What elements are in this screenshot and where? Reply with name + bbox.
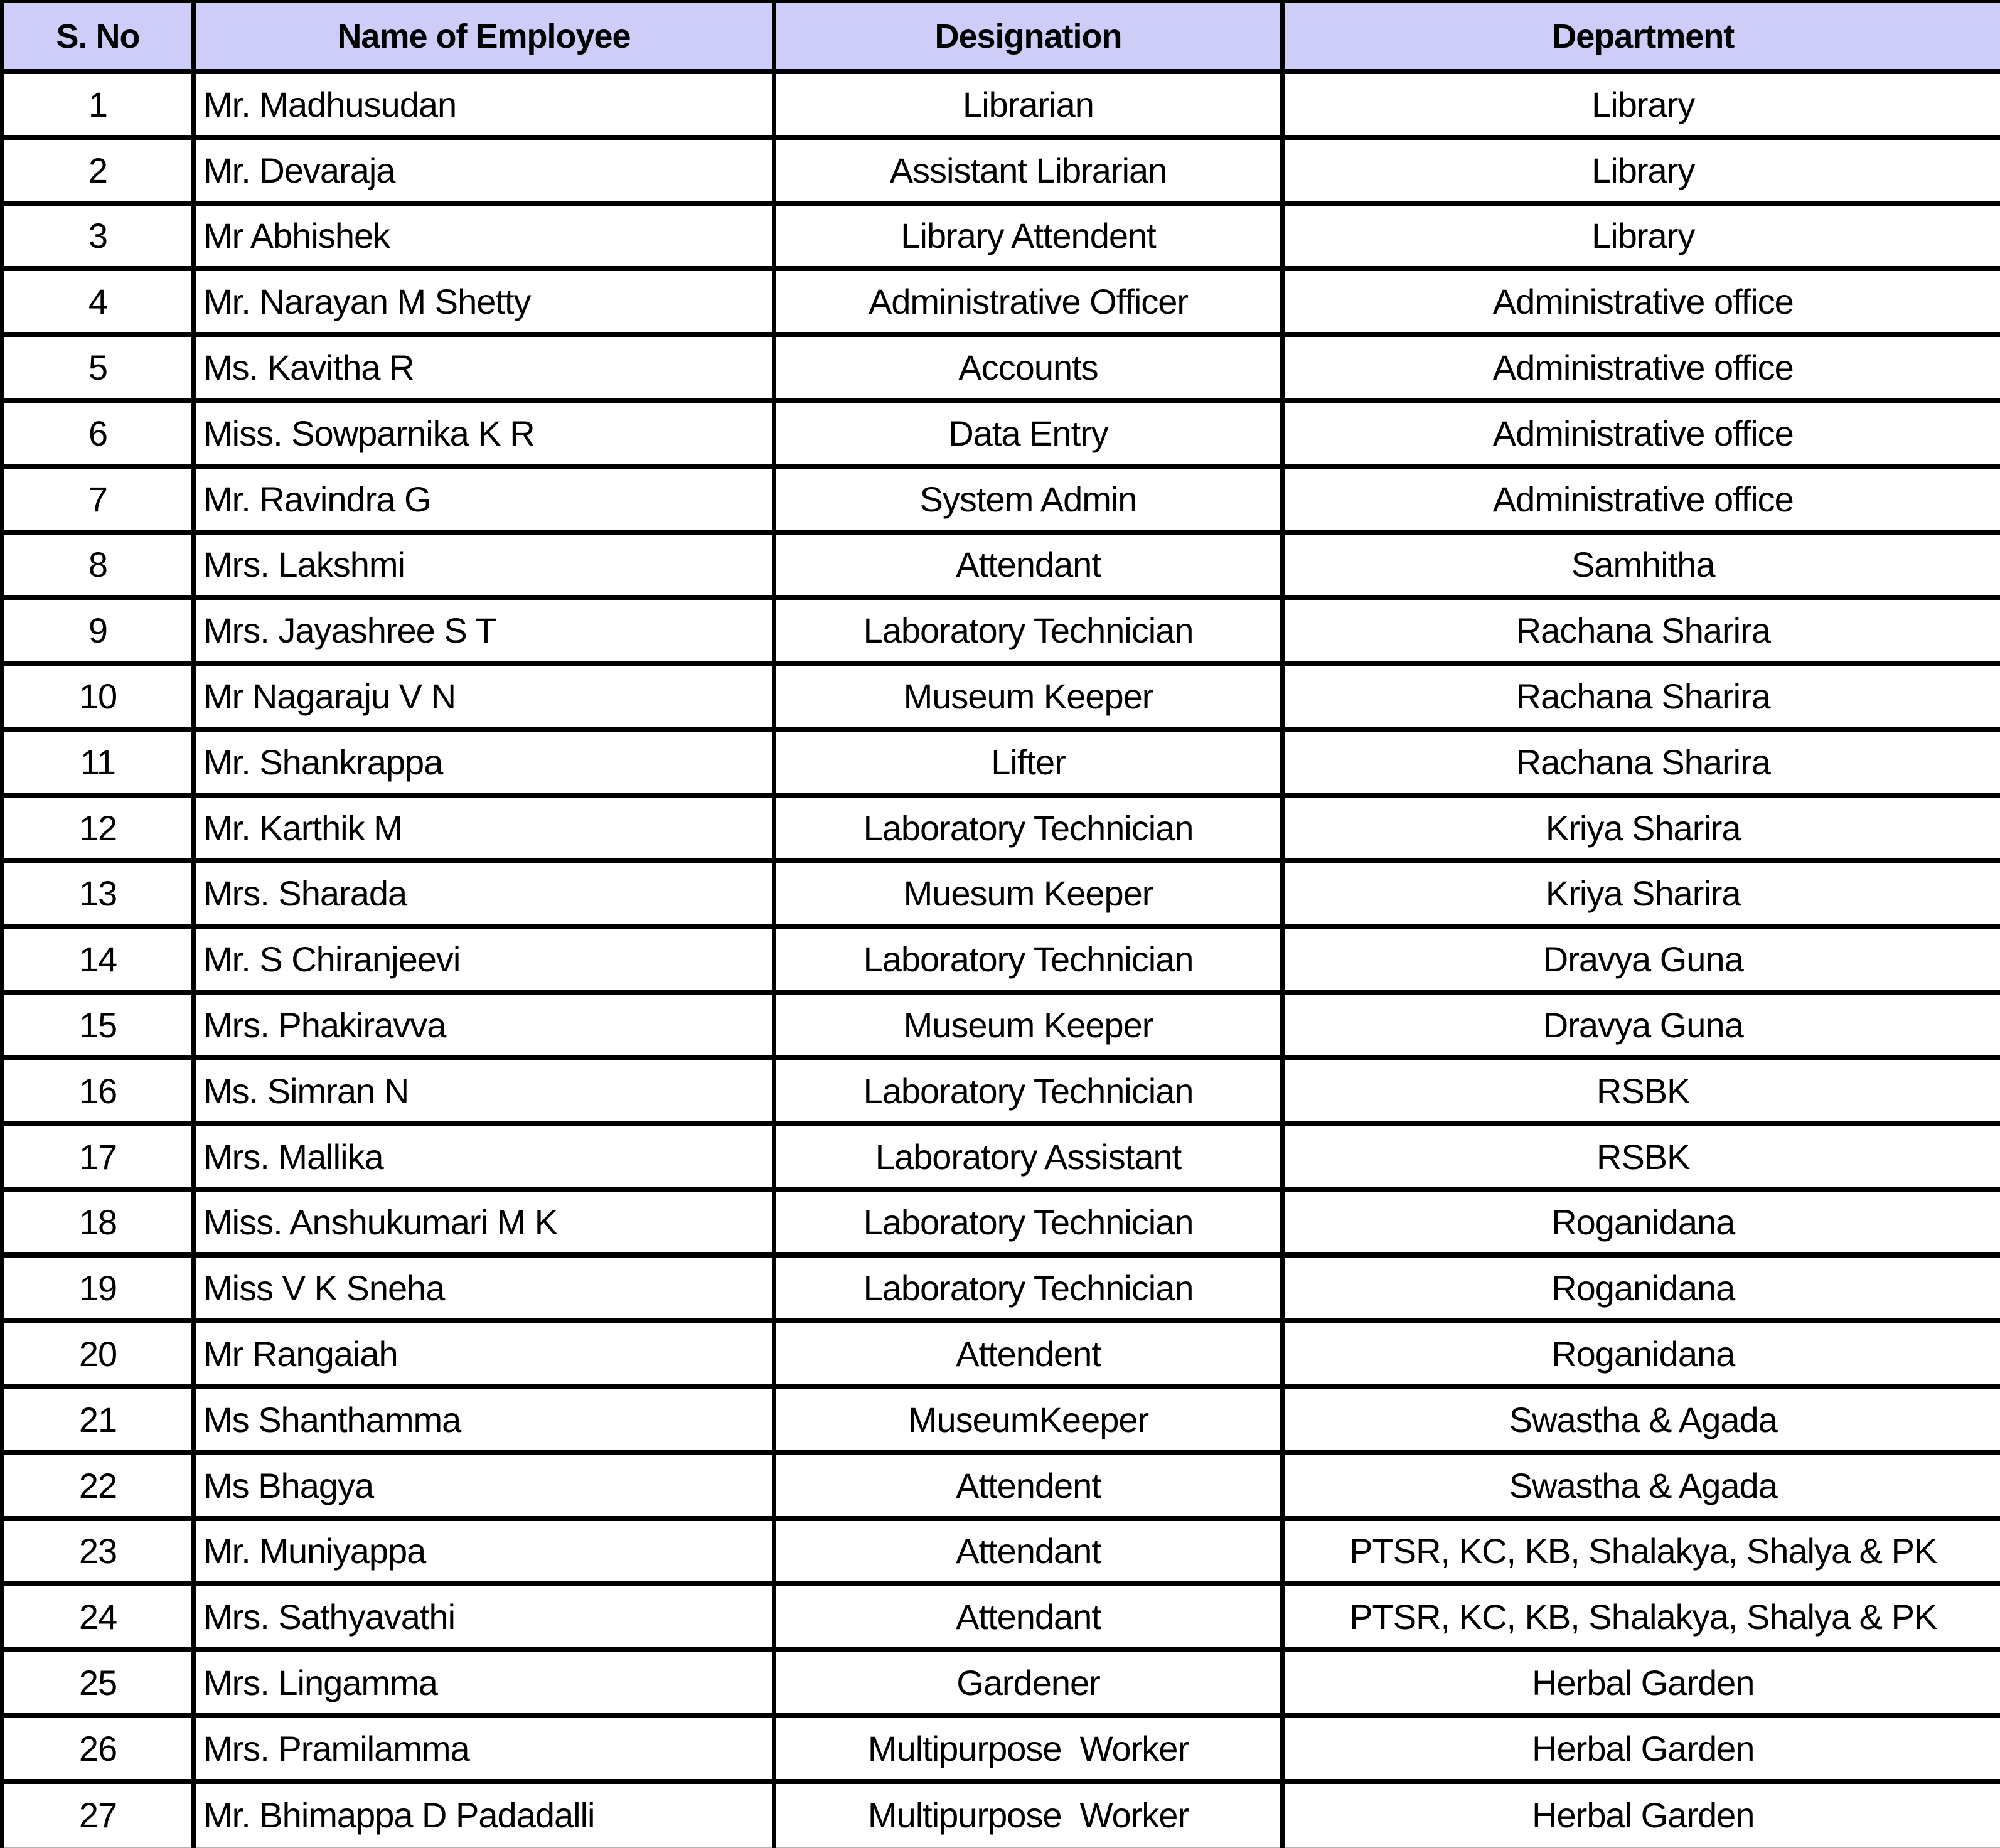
cell-designation: Museum Keeper (774, 992, 1283, 1058)
cell-designation: Multipurpose Worker (774, 1781, 1283, 1847)
cell-department: Herbal Garden (1283, 1650, 2000, 1716)
cell-name: Mr. Bhimappa D Padadalli (194, 1781, 774, 1847)
cell-designation: Library Attendent (774, 203, 1283, 269)
cell-name: Mr. Devaraja (194, 137, 774, 203)
table-row (3, 1584, 2000, 1650)
cell-sno: 13 (3, 861, 194, 927)
table-row (3, 926, 2000, 992)
cell-department: Library (1283, 72, 2000, 137)
cell-designation: Librarian (774, 72, 1283, 137)
cell-name: Miss. Anshukumari M K (194, 1190, 774, 1256)
cell-designation: Laboratory Technician (774, 795, 1283, 861)
cell-name: Ms Bhagya (194, 1453, 774, 1519)
cell-sno: 4 (3, 269, 194, 334)
cell-designation: Attendent (774, 1453, 1283, 1519)
header-name: Name of Employee (194, 2, 774, 72)
cell-sno: 2 (3, 137, 194, 203)
cell-designation: Administrative Officer (774, 269, 1283, 334)
cell-designation: Accounts (774, 334, 1283, 400)
cell-department: Library (1283, 203, 2000, 269)
table-row (3, 1453, 2000, 1519)
cell-name: Mrs. Pramilamma (194, 1716, 774, 1781)
cell-sno: 15 (3, 992, 194, 1058)
cell-designation: System Admin (774, 466, 1283, 532)
cell-designation: Assistant Librarian (774, 137, 1283, 203)
cell-name: Mr. Shankrappa (194, 729, 774, 795)
table-row (3, 861, 2000, 927)
table-row (3, 1387, 2000, 1453)
table-row (3, 1124, 2000, 1190)
table-row (3, 1650, 2000, 1716)
cell-name: Miss. Sowparnika K R (194, 400, 774, 466)
cell-name: Mrs. Phakiravva (194, 992, 774, 1058)
cell-name: Ms. Simran N (194, 1058, 774, 1124)
cell-department: PTSR, KC, KB, Shalakya, Shalya & PK (1283, 1519, 2000, 1584)
cell-sno: 22 (3, 1453, 194, 1519)
header-designation: Designation (774, 2, 1283, 72)
table-row (3, 729, 2000, 795)
cell-name: Mr. Ravindra G (194, 466, 774, 532)
table-body (3, 72, 2000, 1847)
table-row (3, 1190, 2000, 1256)
cell-sno: 24 (3, 1584, 194, 1650)
cell-name: Mrs. Sharada (194, 861, 774, 927)
cell-sno: 1 (3, 72, 194, 137)
cell-department: PTSR, KC, KB, Shalakya, Shalya & PK (1283, 1584, 2000, 1650)
table-row (3, 532, 2000, 598)
table-row (3, 1058, 2000, 1124)
cell-department: Samhitha (1283, 532, 2000, 598)
table-row (3, 137, 2000, 203)
cell-department: Roganidana (1283, 1190, 2000, 1256)
cell-department: Rachana Sharira (1283, 663, 2000, 729)
cell-department: Administrative office (1283, 269, 2000, 334)
cell-department: Administrative office (1283, 466, 2000, 532)
cell-department: Library (1283, 137, 2000, 203)
table-row (3, 992, 2000, 1058)
cell-department: Administrative office (1283, 334, 2000, 400)
cell-name: Mrs. Lakshmi (194, 532, 774, 598)
cell-name: Mr. S Chiranjeevi (194, 926, 774, 992)
cell-department: Herbal Garden (1283, 1716, 2000, 1781)
cell-sno: 25 (3, 1650, 194, 1716)
cell-sno: 14 (3, 926, 194, 992)
cell-name: Mr Rangaiah (194, 1321, 774, 1387)
cell-sno: 6 (3, 400, 194, 466)
table-row (3, 269, 2000, 334)
cell-designation: Laboratory Technician (774, 1255, 1283, 1321)
cell-sno: 21 (3, 1387, 194, 1453)
cell-sno: 19 (3, 1255, 194, 1321)
cell-sno: 26 (3, 1716, 194, 1781)
cell-name: Mr Abhishek (194, 203, 774, 269)
cell-department: Swastha & Agada (1283, 1453, 2000, 1519)
cell-sno: 5 (3, 334, 194, 400)
table-row (3, 1716, 2000, 1781)
cell-name: Ms Shanthamma (194, 1387, 774, 1453)
cell-sno: 7 (3, 466, 194, 532)
cell-department: Rachana Sharira (1283, 597, 2000, 663)
header-department: Department (1283, 2, 2000, 72)
cell-department: Herbal Garden (1283, 1781, 2000, 1847)
cell-designation: Laboratory Technician (774, 597, 1283, 663)
cell-designation: Laboratory Assistant (774, 1124, 1283, 1190)
table-row (3, 795, 2000, 861)
cell-department: Kriya Sharira (1283, 795, 2000, 861)
cell-sno: 27 (3, 1781, 194, 1847)
cell-designation: MuseumKeeper (774, 1387, 1283, 1453)
cell-designation: Gardener (774, 1650, 1283, 1716)
table-row (3, 1255, 2000, 1321)
header-sno: S. No (3, 2, 194, 72)
table-row (3, 334, 2000, 400)
table-row (3, 1321, 2000, 1387)
cell-sno: 11 (3, 729, 194, 795)
table-row (3, 400, 2000, 466)
cell-designation: Attendant (774, 1519, 1283, 1584)
cell-department: Dravya Guna (1283, 992, 2000, 1058)
table-row (3, 466, 2000, 532)
cell-department: Administrative office (1283, 400, 2000, 466)
cell-designation: Attendent (774, 1321, 1283, 1387)
cell-sno: 3 (3, 203, 194, 269)
cell-department: RSBK (1283, 1124, 2000, 1190)
cell-sno: 12 (3, 795, 194, 861)
cell-sno: 23 (3, 1519, 194, 1584)
cell-name: Mr Nagaraju V N (194, 663, 774, 729)
table-row (3, 1781, 2000, 1847)
cell-name: Mrs. Lingamma (194, 1650, 774, 1716)
cell-name: Ms. Kavitha R (194, 334, 774, 400)
cell-designation: Data Entry (774, 400, 1283, 466)
cell-designation: Lifter (774, 729, 1283, 795)
cell-designation: Attendant (774, 532, 1283, 598)
cell-department: Swastha & Agada (1283, 1387, 2000, 1453)
cell-sno: 9 (3, 597, 194, 663)
cell-name: Mrs. Sathyavathi (194, 1584, 774, 1650)
cell-sno: 20 (3, 1321, 194, 1387)
cell-department: Kriya Sharira (1283, 861, 2000, 927)
table-row (3, 72, 2000, 137)
cell-department: Rachana Sharira (1283, 729, 2000, 795)
cell-sno: 18 (3, 1190, 194, 1256)
cell-designation: Laboratory Technician (774, 926, 1283, 992)
cell-name: Miss V K Sneha (194, 1255, 774, 1321)
cell-sno: 17 (3, 1124, 194, 1190)
cell-designation: Muesum Keeper (774, 861, 1283, 927)
cell-designation: Laboratory Technician (774, 1190, 1283, 1256)
cell-designation: Laboratory Technician (774, 1058, 1283, 1124)
cell-designation: Attendant (774, 1584, 1283, 1650)
cell-sno: 8 (3, 532, 194, 598)
cell-name: Mr. Madhusudan (194, 72, 774, 137)
cell-name: Mr. Karthik M (194, 795, 774, 861)
cell-department: RSBK (1283, 1058, 2000, 1124)
table-row (3, 597, 2000, 663)
header-row (3, 2, 2000, 72)
cell-name: Mrs. Mallika (194, 1124, 774, 1190)
cell-department: Dravya Guna (1283, 926, 2000, 992)
cell-designation: Multipurpose Worker (774, 1716, 1283, 1781)
cell-department: Roganidana (1283, 1255, 2000, 1321)
cell-designation: Museum Keeper (774, 663, 1283, 729)
cell-name: Mr. Narayan M Shetty (194, 269, 774, 334)
cell-sno: 16 (3, 1058, 194, 1124)
table-row (3, 1519, 2000, 1584)
cell-name: Mr. Muniyappa (194, 1519, 774, 1584)
cell-name: Mrs. Jayashree S T (194, 597, 774, 663)
cell-sno: 10 (3, 663, 194, 729)
table-row (3, 663, 2000, 729)
table-row (3, 203, 2000, 269)
cell-department: Roganidana (1283, 1321, 2000, 1387)
table-header (3, 2, 2000, 72)
